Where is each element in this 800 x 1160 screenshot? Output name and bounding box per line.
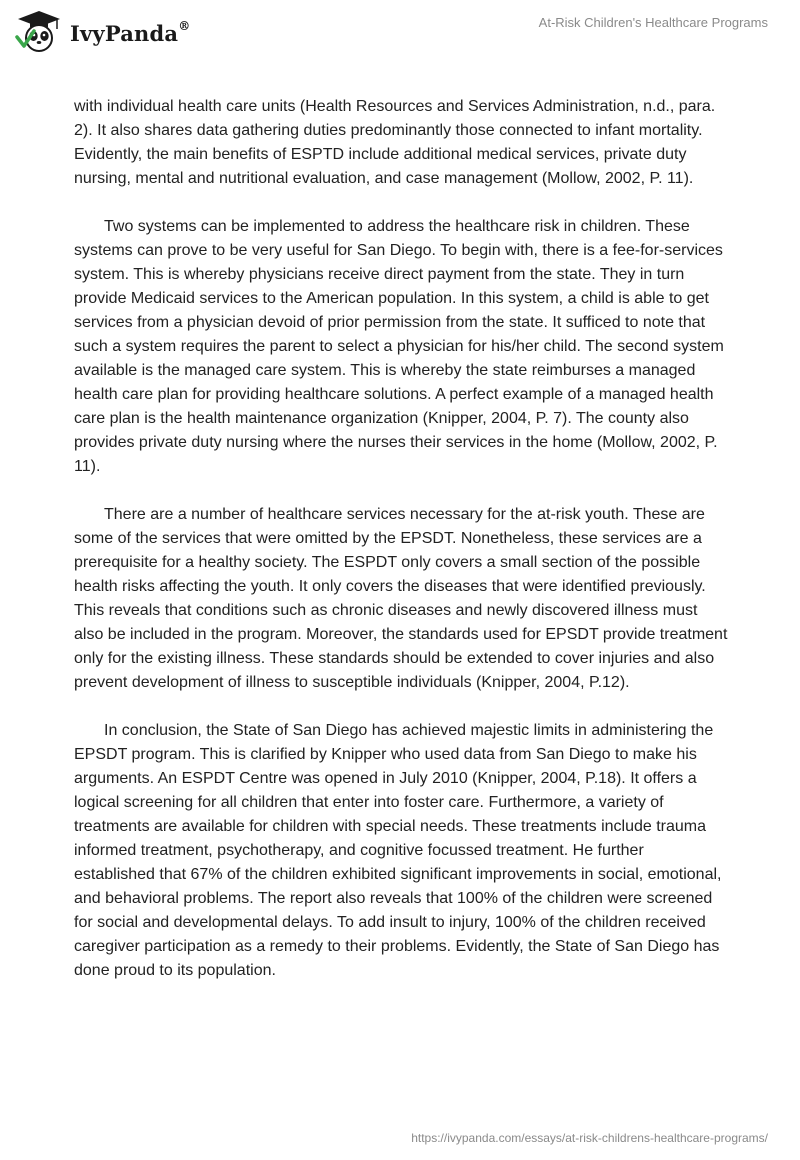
- brand-name: IvyPanda®: [70, 18, 191, 46]
- source-url[interactable]: https://ivypanda.com/essays/at-risk-childrens-healthcare-programs/: [411, 1131, 768, 1145]
- paragraph: Two systems can be implemented to address the healthcare risk in children. These systems can prove to be very useful for San Diego. To begin with, there is a fee-for-services system. This is whereby physicians receive direct payment from the state. They in turn provide Medicaid services to the American population. In this system, a child is able to get services from a physician devoid of prior permission from the state. It sufficed to note that such a system requires the parent to select a physician for his/her child. The second system available is the managed care system. This is whereby the state reimburses a managed health care plan for providing healthcare solutions. A perfect example of a managed health care plan is the health maintenance organization (Knipper, 2004, P. 7). The county also provides private duty nursing where the nurses their services in the home (Mollow, 2002, P. 11).: [74, 218, 724, 475]
- paragraph: In conclusion, the State of San Diego has achieved majestic limits in administering the EPSDT program. This is clarified by Knipper who used data from San Diego to make his arguments. An ESPDT Centre was opened in July 2010 (Knipper, 2004, P.18). It offers a logical screening for all children that enter into foster care. Furthermore, a variety of treatments are available for children with special needs. These treatments include trauma informed treatment, psychotherapy, and cognitive focussed treatment. He further established that 67% of the children exhibited significant improvements in social, emotional, and behavioral problems. The report also reveals that 100% of the children were screened for social and developmental delays. To add insult to injury, 100% of the children received caregiver participation as a remedy to their problems. Evidently, the State of San Diego has done proud to its population.: [74, 722, 722, 979]
- paragraph: with individual health care units (Health Resources and Services Administration, n.d., para. 2). It also shares data gathering duties predominantly those connected to infant mortality. Evidently, the main benefits of ESPTD include additional medical services, private duty nursing, mental and nutritional evaluation, and case management (Mollow, 2002, P. 11).: [74, 98, 716, 187]
- paragraph: There are a number of healthcare services necessary for the at-risk youth. These are some of the services that were omitted by the EPSDT. Nonetheless, these services are a prerequisite for a healthy society. The ESPDT only covers a small section of the possible health risks affecting the youth. It only covers the diseases that were identified previously. This reveals that conditions such as chronic diseases and newly discovered illness must also be included in the program. Moreover, the standards used for EPSDT provide treatment only for the existing illness. These standards should be extended to cover injuries and also prevent development of illness to susceptible individuals (Knipper, 2004, P.12).: [74, 506, 728, 691]
- document-title: At-Risk Children's Healthcare Programs: [538, 15, 768, 30]
- essay-body: [74, 95, 728, 1007]
- panda-logo-icon: [14, 9, 64, 55]
- page-header: [0, 0, 800, 62]
- brand-logo[interactable]: [14, 9, 190, 55]
- registered-mark: ®: [178, 18, 191, 33]
